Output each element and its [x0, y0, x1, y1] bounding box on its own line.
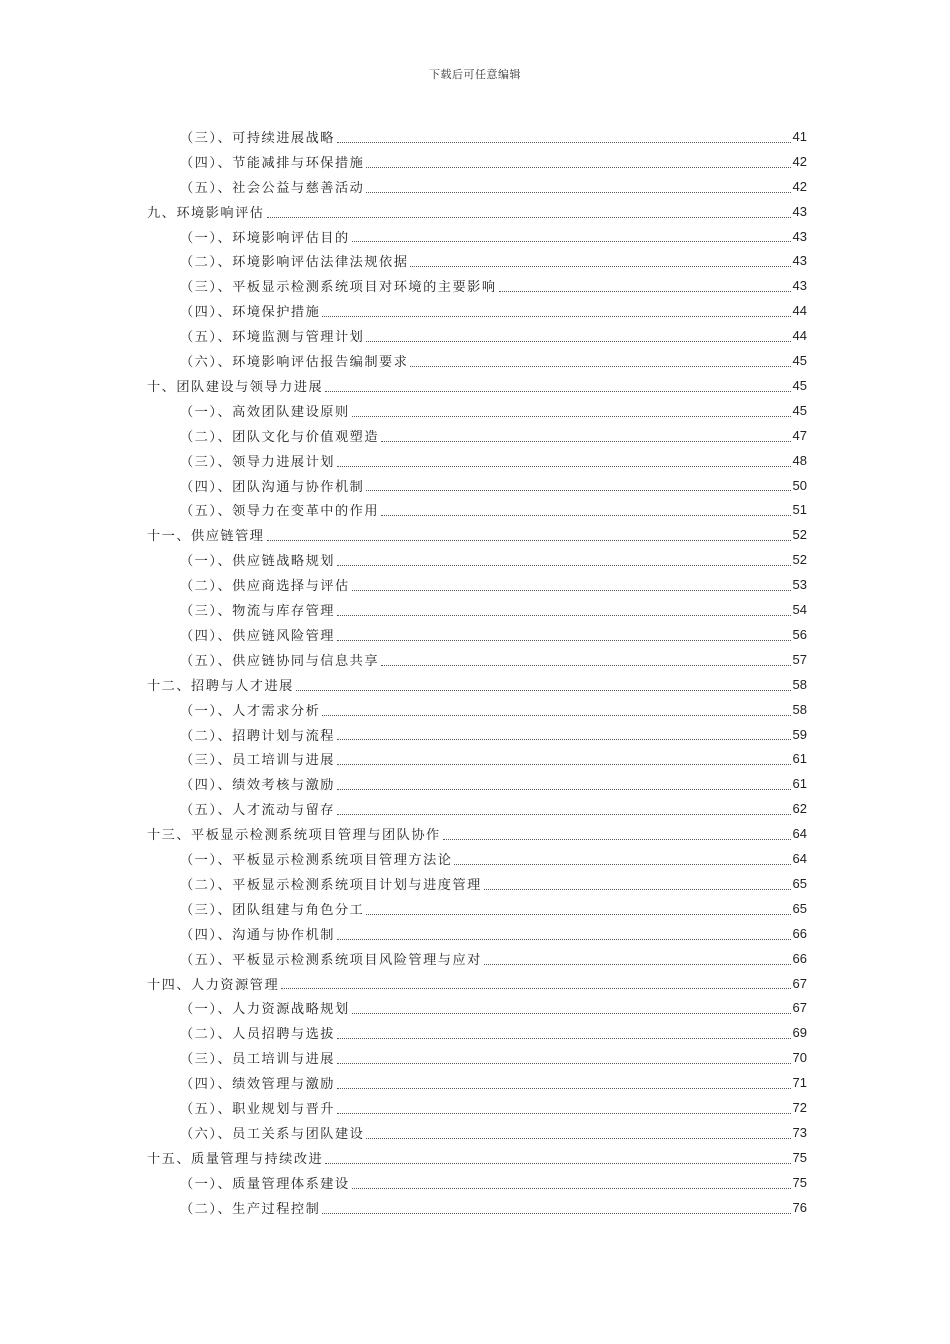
toc-entry-title: （四）、绩效管理与激励 — [180, 1077, 335, 1093]
toc-entry-title: （六）、环境影响评估报告编制要求 — [180, 355, 409, 371]
toc-page-number: 44 — [792, 328, 807, 344]
toc-dot-leader — [337, 1037, 791, 1039]
toc-page-number: 66 — [792, 925, 807, 941]
toc-dot-leader — [352, 1187, 791, 1189]
toc-section-entry[interactable] — [180, 846, 807, 871]
toc-dot-leader — [322, 714, 790, 716]
toc-page-number: 61 — [792, 751, 807, 767]
toc-entry-title: 九、环境影响评估 — [147, 205, 265, 221]
toc-entry-title: （三）、团队组建与角色分工 — [180, 902, 365, 918]
toc-page-number: 48 — [792, 452, 807, 468]
toc-page-number: 73 — [792, 1124, 807, 1140]
toc-page-number: 70 — [792, 1050, 807, 1066]
toc-page-number: 45 — [792, 353, 807, 369]
toc-section-entry[interactable] — [180, 622, 807, 647]
toc-dot-leader — [267, 539, 791, 541]
toc-dot-leader — [337, 1062, 791, 1064]
toc-chapter-entry[interactable] — [147, 522, 807, 547]
toc-page-number: 72 — [792, 1100, 807, 1116]
toc-dot-leader — [296, 689, 791, 691]
toc-section-entry[interactable] — [180, 249, 807, 274]
toc-dot-leader — [352, 415, 791, 417]
toc-page-number: 61 — [792, 776, 807, 792]
toc-section-entry[interactable] — [180, 747, 807, 772]
toc-entry-title: 十五、质量管理与持续改进 — [147, 1151, 324, 1167]
toc-entry-title: （二）、人员招聘与选拔 — [180, 1027, 335, 1043]
toc-entry-title: （五）、职业规划与晋升 — [180, 1102, 335, 1118]
toc-dot-leader — [366, 166, 790, 168]
toc-page-number: 47 — [792, 427, 807, 443]
toc-entry-title: （三）、可持续进展战略 — [180, 130, 335, 146]
toc-section-entry[interactable] — [180, 348, 807, 373]
toc-dot-leader — [352, 240, 791, 242]
toc-entry-title: （一）、高效团队建设原则 — [180, 404, 350, 420]
toc-section-entry[interactable] — [180, 423, 807, 448]
toc-section-entry[interactable] — [180, 597, 807, 622]
toc-section-entry[interactable] — [180, 448, 807, 473]
toc-page-number: 67 — [792, 1000, 807, 1016]
toc-section-entry[interactable] — [180, 771, 807, 796]
toc-section-entry[interactable] — [180, 871, 807, 896]
toc-page-number: 64 — [792, 826, 807, 842]
toc-page-number: 56 — [792, 626, 807, 642]
toc-chapter-entry[interactable] — [147, 821, 807, 846]
toc-entry-title: （五）、人才流动与留存 — [180, 803, 335, 819]
toc-section-entry[interactable] — [180, 1120, 807, 1145]
toc-page-number: 66 — [792, 950, 807, 966]
toc-entry-title: （四）、供应链风险管理 — [180, 628, 335, 644]
toc-page-number: 67 — [792, 975, 807, 991]
toc-page-number: 44 — [792, 303, 807, 319]
toc-entry-title: （四）、绩效考核与激励 — [180, 778, 335, 794]
toc-section-entry[interactable] — [180, 298, 807, 323]
toc-page-number: 50 — [792, 477, 807, 493]
toc-section-entry[interactable] — [180, 398, 807, 423]
toc-dot-leader — [366, 913, 790, 915]
toc-section-entry[interactable] — [180, 946, 807, 971]
toc-page-number: 51 — [792, 502, 807, 518]
toc-entry-title: （二）、供应商选择与评估 — [180, 579, 350, 595]
toc-page-number: 42 — [792, 153, 807, 169]
toc-page-number: 41 — [792, 128, 807, 144]
toc-chapter-entry[interactable] — [147, 672, 807, 697]
toc-entry-title: 十、团队建设与领导力进展 — [147, 379, 324, 395]
toc-dot-leader — [366, 489, 790, 491]
toc-dot-leader — [381, 514, 791, 516]
toc-dot-leader — [366, 191, 790, 193]
toc-dot-leader — [322, 315, 790, 317]
toc-dot-leader — [337, 141, 791, 143]
toc-page-number: 54 — [792, 602, 807, 618]
toc-dot-leader — [337, 639, 791, 641]
toc-entry-title: （三）、员工培训与进展 — [180, 1052, 335, 1068]
toc-entry-title: （二）、生产过程控制 — [180, 1201, 321, 1217]
toc-entry-title: （五）、社会公益与慈善活动 — [180, 180, 365, 196]
toc-section-entry[interactable] — [180, 921, 807, 946]
toc-section-entry[interactable] — [180, 174, 807, 199]
toc-page-number: 64 — [792, 851, 807, 867]
toc-chapter-entry[interactable] — [147, 971, 807, 996]
toc-section-entry[interactable] — [180, 1070, 807, 1095]
toc-section-entry[interactable] — [180, 1020, 807, 1045]
toc-section-entry[interactable] — [180, 224, 807, 249]
toc-chapter-entry[interactable] — [147, 373, 807, 398]
toc-dot-leader — [337, 465, 791, 467]
toc-page-number: 42 — [792, 178, 807, 194]
toc-section-entry[interactable] — [180, 697, 807, 722]
toc-section-entry[interactable] — [180, 323, 807, 348]
toc-page-number: 65 — [792, 875, 807, 891]
toc-entry-title: （五）、供应链协同与信息共享 — [180, 653, 380, 669]
toc-chapter-entry[interactable] — [147, 1145, 807, 1170]
toc-dot-leader — [325, 1162, 790, 1164]
toc-entry-title: （二）、平板显示检测系统项目计划与进度管理 — [180, 877, 482, 893]
toc-section-entry[interactable] — [180, 647, 807, 672]
toc-dot-leader — [366, 340, 790, 342]
toc-dot-leader — [484, 963, 791, 965]
toc-section-entry[interactable] — [180, 149, 807, 174]
toc-dot-leader — [267, 216, 791, 218]
toc-page-number: 45 — [792, 377, 807, 393]
toc-dot-leader — [410, 365, 790, 367]
toc-section-entry[interactable] — [180, 473, 807, 498]
toc-page-number: 57 — [792, 651, 807, 667]
toc-dot-leader — [322, 1212, 790, 1214]
toc-dot-leader — [337, 1112, 791, 1114]
toc-page-number: 75 — [792, 1149, 807, 1165]
toc-page-number: 52 — [792, 552, 807, 568]
toc-page-number: 45 — [792, 402, 807, 418]
toc-dot-leader — [337, 763, 791, 765]
toc-section-entry[interactable] — [180, 572, 807, 597]
toc-page-number: 43 — [792, 253, 807, 269]
toc-dot-leader — [337, 938, 791, 940]
toc-dot-leader — [337, 813, 791, 815]
toc-dot-leader — [281, 987, 790, 989]
toc-section-entry[interactable] — [180, 1095, 807, 1120]
toc-entry-title: （四）、节能减排与环保措施 — [180, 155, 365, 171]
toc-section-entry[interactable] — [180, 498, 807, 523]
toc-dot-leader — [352, 589, 791, 591]
toc-page-number: 76 — [792, 1199, 807, 1215]
toc-entry-title: 十三、平板显示检测系统项目管理与团队协作 — [147, 828, 441, 844]
toc-entry-title: （一）、人力资源战略规划 — [180, 1002, 350, 1018]
toc-dot-leader — [443, 838, 791, 840]
toc-dot-leader — [484, 888, 791, 890]
toc-entry-title: （五）、平板显示检测系统项目风险管理与应对 — [180, 952, 482, 968]
toc-entry-title: 十四、人力资源管理 — [147, 977, 280, 993]
toc-entry-title: 十一、供应链管理 — [147, 529, 265, 545]
toc-entry-title: （四）、沟通与协作机制 — [180, 927, 335, 943]
toc-section-entry[interactable] — [180, 273, 807, 298]
toc-section-entry[interactable] — [180, 124, 807, 149]
toc-entry-title: （五）、环境监测与管理计划 — [180, 330, 365, 346]
toc-page-number: 75 — [792, 1174, 807, 1190]
toc-entry-title: （二）、招聘计划与流程 — [180, 728, 335, 744]
toc-entry-title: （一）、平板显示检测系统项目管理方法论 — [180, 853, 453, 869]
toc-chapter-entry[interactable] — [147, 199, 807, 224]
toc-entry-title: （五）、领导力在变革中的作用 — [180, 504, 380, 520]
toc-entry-title: （二）、团队文化与价值观塑造 — [180, 429, 380, 445]
toc-dot-leader — [337, 1087, 791, 1089]
toc-page-number: 52 — [792, 527, 807, 543]
toc-page-number: 53 — [792, 577, 807, 593]
toc-entry-title: （三）、领导力进展计划 — [180, 454, 335, 470]
toc-entry-title: （一）、人才需求分析 — [180, 703, 321, 719]
toc-dot-leader — [381, 440, 791, 442]
toc-dot-leader — [366, 1137, 790, 1139]
toc-entry-title: （三）、员工培训与进展 — [180, 753, 335, 769]
toc-section-entry[interactable] — [180, 896, 807, 921]
toc-section-entry[interactable] — [180, 547, 807, 572]
toc-dot-leader — [337, 788, 791, 790]
toc-dot-leader — [454, 863, 790, 865]
toc-section-entry[interactable] — [180, 1195, 807, 1220]
toc-dot-leader — [410, 265, 790, 267]
toc-dot-leader — [352, 1012, 791, 1014]
toc-dot-leader — [337, 614, 791, 616]
toc-section-entry[interactable] — [180, 796, 807, 821]
toc-entry-title: （一）、质量管理体系建设 — [180, 1176, 350, 1192]
toc-section-entry[interactable] — [180, 1045, 807, 1070]
toc-section-entry[interactable] — [180, 722, 807, 747]
toc-entry-title: （四）、环境保护措施 — [180, 305, 321, 321]
toc-entry-title: （三）、物流与库存管理 — [180, 604, 335, 620]
toc-dot-leader — [337, 738, 791, 740]
toc-page-number: 43 — [792, 278, 807, 294]
toc-page-number: 43 — [792, 203, 807, 219]
toc-entry-title: 十二、招聘与人才进展 — [147, 678, 294, 694]
toc-dot-leader — [381, 664, 791, 666]
toc-section-entry[interactable] — [180, 996, 807, 1021]
toc-entry-title: （三）、平板显示检测系统项目对环境的主要影响 — [180, 280, 497, 296]
toc-page-number: 71 — [792, 1075, 807, 1091]
toc-section-entry[interactable] — [180, 1170, 807, 1195]
toc-page-number: 43 — [792, 228, 807, 244]
toc-dot-leader — [325, 390, 790, 392]
page-header: 下载后可任意编辑 — [429, 68, 521, 81]
toc-entry-title: （一）、供应链战略规划 — [180, 554, 335, 570]
toc-entry-title: （二）、环境影响评估法律法规依据 — [180, 255, 409, 271]
toc-entry-title: （一）、环境影响评估目的 — [180, 230, 350, 246]
toc-page-number: 58 — [792, 676, 807, 692]
toc-entry-title: （四）、团队沟通与协作机制 — [180, 479, 365, 495]
toc-page-number: 65 — [792, 900, 807, 916]
toc-page-number: 59 — [792, 726, 807, 742]
toc-page-number: 58 — [792, 701, 807, 717]
toc-dot-leader — [337, 564, 791, 566]
toc-entry-title: （六）、员工关系与团队建设 — [180, 1126, 365, 1142]
toc-page-number: 62 — [792, 801, 807, 817]
toc-dot-leader — [499, 290, 791, 292]
toc-page-number: 69 — [792, 1025, 807, 1041]
